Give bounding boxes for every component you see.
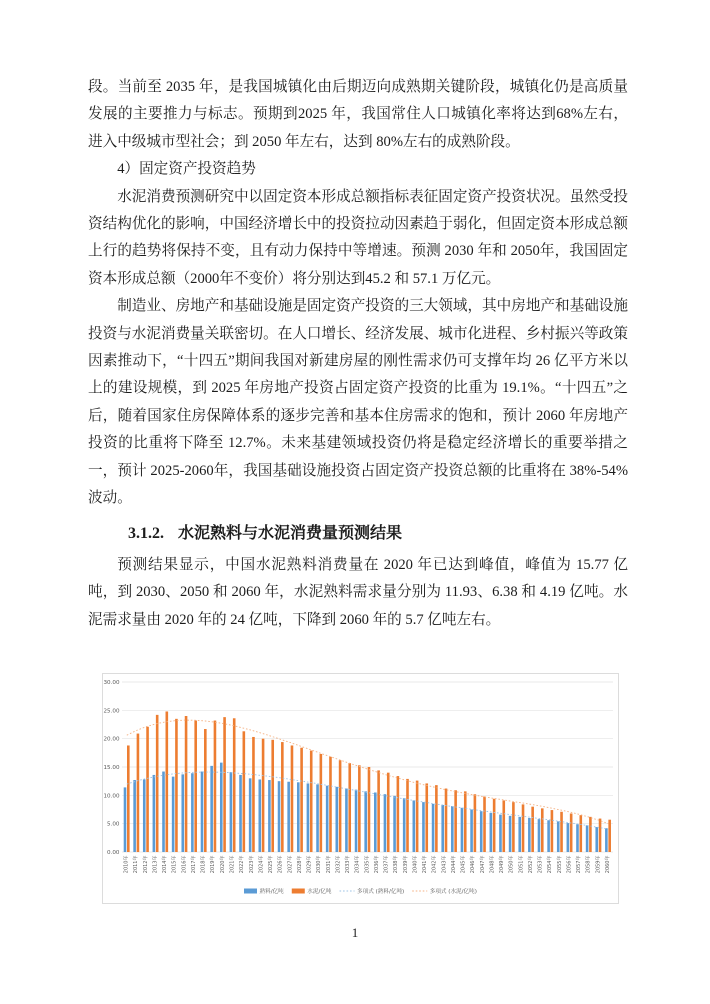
bar-cement (589, 817, 592, 852)
x-axis-tick: 2026年 (277, 855, 284, 874)
bar-clinker (316, 784, 319, 852)
x-axis-tick: 2020年 (219, 855, 226, 874)
x-axis-tick: 2051年 (518, 855, 525, 874)
bar-clinker (307, 783, 310, 852)
trendline-clinker (127, 772, 608, 829)
bar-clinker (278, 781, 281, 852)
bar-clinker (470, 810, 473, 853)
bar-clinker (538, 819, 541, 852)
bar-cement (541, 808, 544, 852)
bar-clinker (364, 791, 367, 852)
list-item-fixed-asset-investment: 4）固定资产投资趋势 (117, 161, 256, 178)
section-heading-number: 3.1.2. (128, 524, 164, 542)
legend-label: 熟料/亿吨 (259, 889, 284, 895)
paragraph-investment-forecast: 水泥消费预测研究中以固定资本形成总额指标表征固定资产投资状况。虽然受投资结构优化的影响，中国经济增长中的投资拉动因素趋于弱化，但固定资本形成总额上行的趋势将保持不变，且有动力保持中等增速。预测 2030 年和 2050年，我国固定资本形成总额（2000年不变价）将分别达到45.2 和 57.1 万亿元。 (88, 188, 628, 287)
bar-clinker (345, 789, 348, 852)
x-axis-tick: 2033年 (345, 855, 352, 874)
x-axis-tick: 2032年 (335, 855, 342, 874)
x-axis-tick: 2019年 (210, 855, 217, 874)
bar-cement (493, 799, 496, 852)
bar-cement (339, 760, 342, 852)
x-axis-tick: 2038年 (393, 855, 400, 874)
section-heading (88, 520, 628, 547)
legend-label: 水泥/亿吨 (307, 889, 332, 895)
y-axis-tick: 30.00 (103, 680, 120, 686)
bar-cement (310, 751, 313, 852)
x-axis-tick: 2057年 (576, 855, 583, 874)
legend-label: 多项式 (熟料/亿吨) (357, 889, 405, 895)
x-axis-tick: 2021年 (229, 855, 236, 874)
y-axis-tick: 20.00 (103, 736, 120, 743)
bar-clinker (220, 763, 223, 852)
bar-cement (127, 745, 130, 852)
bar-cement (522, 804, 525, 852)
y-axis-tick: 5.00 (107, 821, 120, 828)
x-axis-tick: 2039年 (402, 855, 409, 874)
bar-cement (185, 716, 188, 852)
x-axis-tick: 2018年 (200, 855, 207, 874)
bar-clinker (249, 778, 252, 852)
bar-clinker (403, 798, 406, 852)
bar-clinker (518, 817, 521, 852)
bar-cement (329, 757, 332, 852)
x-axis-tick: 2036年 (373, 855, 380, 874)
bar-cement (464, 791, 467, 852)
x-axis-tick: 2023年 (248, 855, 255, 874)
bar-cement (320, 754, 323, 852)
bar-clinker (432, 804, 435, 852)
bar-cement (483, 796, 486, 852)
legend-swatch (292, 889, 305, 894)
bar-clinker (297, 782, 300, 852)
bar-clinker (191, 773, 194, 852)
bar-cement (435, 785, 438, 852)
bar-cement (194, 721, 197, 852)
bar-cement (551, 810, 554, 852)
bar-clinker (490, 813, 493, 852)
bar-cement (474, 794, 477, 852)
bar-cement (233, 718, 236, 852)
x-axis-tick: 2046年 (470, 855, 477, 874)
bar-cement (348, 763, 351, 852)
bar-cement (377, 770, 380, 852)
x-axis-tick: 2043年 (441, 855, 448, 874)
x-axis-tick: 2014年 (162, 855, 169, 874)
bar-cement (166, 711, 169, 852)
x-axis-tick: 2054年 (547, 855, 554, 874)
bar-clinker (374, 793, 377, 853)
x-axis-tick: 2028年 (296, 855, 303, 874)
x-axis-tick: 2047年 (479, 855, 486, 874)
x-axis-tick: 2037年 (383, 855, 390, 874)
bar-cement (387, 773, 390, 852)
trendline-cement (127, 720, 608, 823)
x-axis-tick: 2015年 (171, 855, 178, 874)
bar-clinker (567, 823, 570, 852)
x-axis-tick: 2052年 (527, 855, 534, 874)
x-axis-tick: 2040年 (412, 855, 419, 874)
bar-cement (291, 745, 294, 852)
bar-clinker (287, 782, 290, 852)
bar-cement (146, 727, 149, 852)
bar-clinker (422, 802, 425, 852)
y-axis-tick: 0.00 (107, 850, 120, 856)
bar-cement (579, 815, 582, 852)
bar-cement (454, 790, 457, 852)
bar-cement (204, 729, 207, 852)
x-axis-tick: 2048年 (489, 855, 496, 874)
bar-cement (425, 783, 428, 852)
bar-cement (445, 789, 448, 852)
bar-cement (262, 739, 265, 852)
bar-clinker (547, 820, 550, 852)
chart-legend (244, 887, 477, 895)
x-axis-tick: 2044年 (450, 855, 457, 874)
bar-cement (502, 800, 505, 852)
x-axis-tick: 2010年 (123, 855, 130, 874)
x-axis-tick: 2034年 (354, 855, 361, 874)
bar-clinker (576, 824, 579, 852)
bar-cement (358, 765, 361, 852)
x-axis-tick: 2031年 (325, 855, 332, 874)
section-heading-title: 水泥熟料与水泥消费量预测结果 (178, 524, 403, 542)
bar-clinker (461, 808, 464, 852)
paragraph-demand-forecast: 预测结果显示，中国水泥熟料消费量在 2020 年已达到峰值，峰值为 15.77 亿吨，到 2030、2050 和 2060 年，水泥熟料需求量分别为 11.93、6.38 和 4.19 亿吨。水泥需求量由 2020 年的 24 亿吨，下降到 2060 年的 5.7 亿吨左右。 (88, 556, 628, 628)
x-axis-tick: 2025年 (268, 855, 275, 874)
bar-clinker (258, 779, 261, 852)
x-axis-tick: 2022年 (239, 855, 246, 874)
x-axis-tick: 2058年 (585, 855, 592, 874)
x-axis-tick: 2056年 (566, 855, 573, 874)
bar-cement (252, 737, 255, 852)
bar-cement (214, 721, 217, 852)
bar-clinker (124, 787, 127, 852)
bar-clinker (605, 828, 608, 852)
cement-clinker-forecast-chart (102, 673, 619, 904)
bar-clinker (355, 790, 358, 852)
bar-clinker (586, 825, 589, 852)
bar-clinker (230, 772, 233, 852)
x-axis-tick: 2017年 (190, 855, 197, 874)
x-axis-tick: 2024年 (258, 855, 265, 874)
bar-cement (300, 748, 303, 852)
x-axis-tick: 2053年 (537, 855, 544, 874)
bar-cement (416, 781, 419, 852)
x-axis-tick: 2029年 (306, 855, 313, 874)
bar-clinker (441, 805, 444, 852)
bar-clinker (499, 815, 502, 852)
bar-clinker (268, 780, 271, 852)
x-axis-tick: 2027年 (287, 855, 294, 874)
bar-cement (243, 731, 246, 852)
bar-clinker (384, 794, 387, 852)
paragraph-investment-sectors: 制造业、房地产和基础设施是固定资产投资的三大领域，其中房地产和基础设施投资与水泥消费量关联密切。在人口增长、经济发展、城市化进程、乡村振兴等政策因素推动下，“十四五”期间我国对新建房屋的刚性需求仍可支撑年均 26 亿平方米以上的建设规模，到 2025 年房地产投资占固定资产投资的比重为 19.1%。“十四五”之后，随着国家住房保障体系的逐步完善和基本住房需求的饱和，预计 2060 年房地产投资的比重将下降至 12.7%。未来基建领域投资仍将是稳定经济增长的重要举措之一，预计 2025-2060年，我国基础设施投资占固定资产投资总额的比重将在 38%-54%波动。 (88, 298, 628, 507)
bar-clinker (336, 787, 339, 852)
bar-clinker (413, 800, 416, 852)
bar-cement (608, 820, 611, 852)
x-axis-tick: 2013年 (152, 855, 159, 874)
x-axis-tick: 2050年 (508, 855, 515, 874)
x-axis-tick: 2041年 (422, 855, 429, 874)
bar-clinker (451, 806, 454, 852)
legend-label: 多项式 (水泥/亿吨) (429, 889, 477, 895)
x-axis-tick: 2060年 (604, 855, 611, 874)
x-axis-tick: 2055年 (556, 855, 563, 874)
paragraph-urbanization-continuation: 段。当前至 2035 年，是我国城镇化由后期迈向成熟期关键阶段，城镇化仍是高质量发展的主要推力与标志。预期到2025 年，我国常住人口城镇化率将达到68%左右，进入中级城市型社会；到 2050 年左右，达到 80%左右的成熟阶段。 (88, 79, 628, 150)
bar-clinker (210, 766, 213, 852)
bar-cement (281, 742, 284, 852)
bar-cement (175, 719, 178, 852)
x-axis-tick: 2042年 (431, 855, 438, 874)
bar-clinker (162, 772, 165, 852)
bar-clinker (595, 827, 598, 852)
bar-clinker (153, 775, 156, 852)
bar-clinker (480, 811, 483, 852)
bar-cement (223, 717, 226, 852)
bar-clinker (201, 772, 204, 852)
legend-swatch (244, 889, 257, 894)
x-axis-tick: 2045年 (460, 855, 467, 874)
x-axis-tick: 2059年 (595, 855, 602, 874)
bar-cement (368, 767, 371, 852)
y-axis-tick: 25.00 (103, 708, 120, 715)
bar-cement (406, 779, 409, 852)
x-axis-tick: 2049年 (499, 855, 506, 874)
bar-clinker (557, 821, 560, 852)
bar-clinker (509, 816, 512, 852)
bar-cement (156, 715, 159, 852)
bar-clinker (133, 780, 136, 852)
bar-clinker (172, 777, 175, 852)
body-text (88, 74, 628, 634)
bar-cement (512, 802, 515, 852)
bar-clinker (181, 774, 184, 852)
x-axis-tick: 2035年 (364, 855, 371, 874)
bar-cement (271, 740, 274, 852)
x-axis-tick: 2012年 (142, 855, 149, 874)
bar-clinker (393, 796, 396, 852)
y-axis-tick: 15.00 (103, 765, 120, 771)
bar-cement (137, 734, 140, 852)
bar-clinker (239, 775, 242, 852)
bar-cement (531, 807, 534, 852)
y-axis-tick: 10.00 (103, 793, 120, 800)
x-axis-tick: 2030年 (316, 855, 323, 874)
page-number: 1 (351, 925, 359, 940)
x-axis-tick: 2011年 (133, 855, 140, 874)
bar-clinker (326, 786, 329, 852)
x-axis-tick: 2016年 (181, 855, 188, 874)
chart-svg (103, 674, 618, 903)
bar-cement (570, 813, 573, 852)
bar-cement (599, 819, 602, 852)
bar-cement (560, 812, 563, 852)
bar-clinker (528, 818, 531, 852)
bar-clinker (143, 779, 146, 852)
bar-cement (397, 776, 400, 852)
